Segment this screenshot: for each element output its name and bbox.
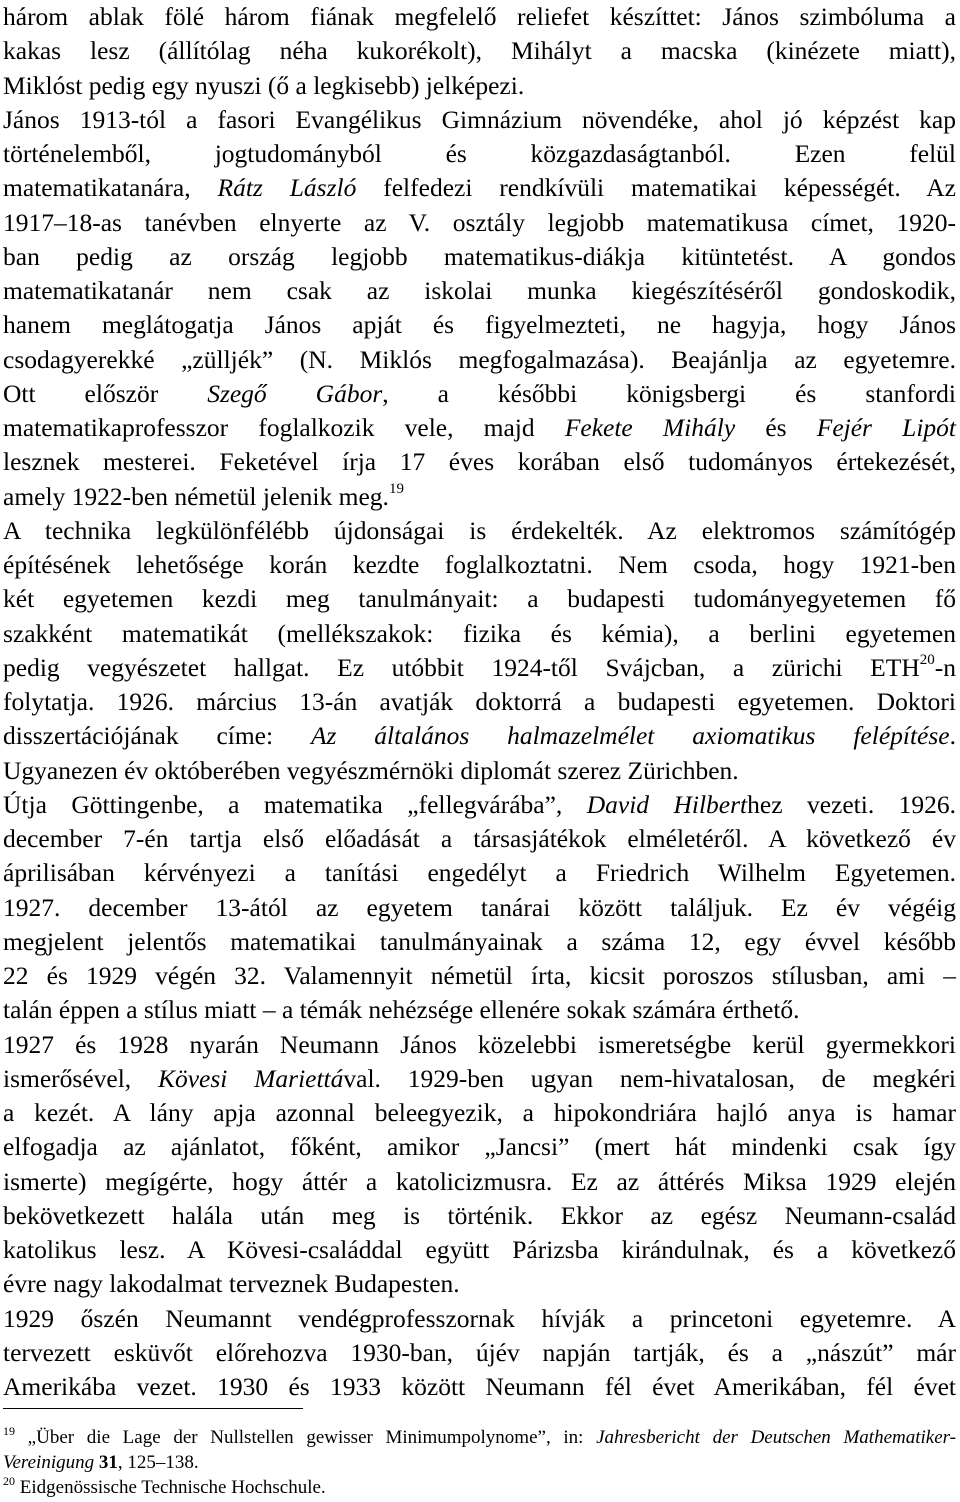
text-segment: december 7-én tartja első előadását a társasjátékok elméletéről. A következő év xyxy=(3,824,956,853)
body-line xyxy=(3,137,956,171)
text-segment: A technika legkülönfélébb újdonságai is érdekelték. Az elektromos számítógép xyxy=(3,515,956,545)
body-line xyxy=(3,103,956,137)
text-segment: David Hilbert xyxy=(586,789,748,819)
text-segment: matematikaprofesszor foglalkozik vele, majd xyxy=(3,413,565,442)
body-line xyxy=(3,480,956,514)
text-segment: hez vezeti. 1926. xyxy=(747,789,956,819)
body-line xyxy=(3,788,956,822)
body-line xyxy=(3,925,956,959)
body-line xyxy=(3,445,956,479)
body-line xyxy=(3,582,956,616)
body-line xyxy=(3,1267,956,1301)
text-segment: Szegő Gábor xyxy=(207,378,383,408)
text-segment: disszertációjának címe: xyxy=(3,721,311,751)
text-segment: -n xyxy=(934,652,956,682)
text-segment: 1927 és 1928 nyarán Neumann János közelebbi ismeretségbe kerül gyermekkori xyxy=(3,1029,956,1059)
text-segment: és xyxy=(735,413,817,442)
body-line xyxy=(3,822,956,856)
text-segment: 31 xyxy=(98,1452,118,1473)
text-segment: ismerte) megígérte, hogy áttér a katolicizmusra. Ez az áttérés Miksa 1929 elején xyxy=(3,1166,956,1196)
body-line xyxy=(3,1062,956,1096)
text-segment: Vereinigung xyxy=(3,1452,95,1473)
body-line xyxy=(3,240,956,274)
text-segment: ismerősével, xyxy=(3,1063,158,1093)
body-line xyxy=(3,719,956,753)
body-line xyxy=(3,1096,956,1130)
text-segment: történelemből, jogtudományból és közgazdaságtanból. Ezen felül xyxy=(3,139,956,168)
body-line xyxy=(3,993,956,1027)
body-line xyxy=(3,959,956,993)
footnote-line xyxy=(3,1450,956,1475)
body-line xyxy=(3,411,956,445)
text-segment: lesznek mesterei. Feketével írja 17 éves korában első tudományos értekezését, xyxy=(3,447,956,477)
text-segment: áprilisában kérvényezi a tanítási engedélyt a Friedrich Wilhelm Egyetemen. xyxy=(3,858,956,888)
body-line xyxy=(3,1130,956,1164)
text-segment: Miklóst pedig egy nyuszi (ő a legkisebb) jelképezi. xyxy=(3,70,525,100)
text-segment: csodagyerekké „zülljék” (N. Miklós megfogalmazása). Beajánlja az egyetemre. xyxy=(3,344,956,374)
text-segment: a kezét. A lány apja azonnal beleegyezik, a hipokondriára hajló anya is hamar xyxy=(3,1098,956,1127)
body-line xyxy=(3,651,956,685)
text-segment: pedig vegyészetet hallgat. Ez utóbbit 1924-től Svájcban, a zürichi ETH xyxy=(3,652,920,682)
text-segment: építésének lehetősége korán kezdte foglalkoztatni. Nem csoda, hogy 1921-ben xyxy=(3,550,956,579)
text-segment: Fejér Lipót xyxy=(816,413,956,442)
body-line xyxy=(3,69,956,103)
body-line xyxy=(3,856,956,890)
text-segment: Az általános halmazelmélet axiomatikus felépítése xyxy=(310,721,950,751)
footnote-separator xyxy=(3,1408,303,1409)
text-segment: felfedezi rendkívüli matematikai képességét. Az xyxy=(356,173,956,203)
text-segment: Ugyanezen év októberében vegyészmérnöki diplomát szerez Zürichben. xyxy=(3,755,739,785)
text-segment: Kövesi Mariettá xyxy=(157,1063,344,1093)
body-line xyxy=(3,1370,956,1404)
text-segment: két egyetemen kezdi meg tanulmányait: a budapesti tudományegyetemen fő xyxy=(3,584,956,614)
text-segment: bekövetkezett halála után meg is történik. Ekkor az egész Neumann-család xyxy=(3,1200,956,1230)
body-line xyxy=(3,548,956,582)
text-segment: katolikus lesz. A Kövesi-családdal együtt Párizsba kirándulnak, és a következő xyxy=(3,1235,956,1264)
text-segment: három ablak fölé három fiának megfelelő reliefet készíttet: János szimbóluma a xyxy=(3,2,956,31)
footnote-marker: 20 xyxy=(3,1473,15,1488)
body-line xyxy=(3,0,956,34)
text-segment: Jahresbericht der Deutschen Mathematiker- xyxy=(596,1427,956,1448)
text-segment: matematikatanára, xyxy=(3,173,218,203)
body-line xyxy=(3,343,956,377)
body-line xyxy=(3,685,956,719)
text-segment: tervezett esküvőt előrehozva 1930-ban, újév napján tartják, és a „nászút” már xyxy=(3,1337,956,1367)
body-line xyxy=(3,1199,956,1233)
text-segment: Eidgenössische Technische Hochschule. xyxy=(15,1477,326,1498)
text-segment: évre nagy lakodalmat terveznek Budapesten. xyxy=(3,1269,460,1299)
body-line xyxy=(3,206,956,240)
text-segment: val. 1929-ben ugyan nem-hivatalosan, de megkéri xyxy=(343,1063,956,1093)
footnote-marker: 19 xyxy=(3,1423,15,1438)
text-segment: „Über die Lage der Nullstellen gewisser Minimumpolynome”, in: xyxy=(15,1427,597,1448)
text-segment: Ott először xyxy=(3,378,208,408)
body-line xyxy=(3,1165,956,1199)
text-segment: 22 és 1929 végén 32. Valamennyit németül írta, kicsit poroszos stílusban, ami – xyxy=(3,961,956,990)
footnote-line xyxy=(3,1475,956,1500)
text-segment: szakként matematikát (mellékszakok: fizika és kémia), a berlini egyetemen xyxy=(3,618,956,648)
text-segment: folytatja. 1926. március 13-án avatják doktorrá a budapesti egyetemen. Doktori xyxy=(3,687,956,716)
body-line xyxy=(3,34,956,68)
body-line xyxy=(3,891,956,925)
body-line xyxy=(3,1028,956,1062)
body-line xyxy=(3,1302,956,1336)
text-segment: talán éppen a stílus miatt – a témák nehézsége ellenére sokak számára érthető. xyxy=(3,995,800,1025)
footnote-marker: 20 xyxy=(919,652,935,669)
text-segment: Útja Göttingenbe, a matematika „fellegvárába”, xyxy=(3,789,587,819)
text-segment: 1929 őszén Neumannt vendégprofesszornak hívják a princetoni egyetemre. A xyxy=(3,1303,956,1333)
text-segment: , a későbbi königsbergi és stanfordi xyxy=(382,378,956,408)
text-segment: , 125–138. xyxy=(117,1452,199,1473)
text-segment: 1927. december 13-ától az egyetem tanárai között találjuk. Ez év végéig xyxy=(3,892,956,922)
body-line xyxy=(3,514,956,548)
text-segment: . xyxy=(949,721,956,751)
body-line xyxy=(3,1233,956,1267)
text-segment: ban pedig az ország legjobb matematikus-diákja kitüntetést. A gondos xyxy=(3,241,956,271)
text-segment: Fekete Mihály xyxy=(564,413,736,442)
body-line xyxy=(3,617,956,651)
text-segment: Amerikába vezet. 1930 és 1933 között Neumann fél évet Amerikában, fél évet xyxy=(3,1372,956,1401)
text-segment: amely 1922-ben németül jelenik meg. xyxy=(3,481,389,511)
body-line xyxy=(3,171,956,205)
footnote-marker: 19 xyxy=(388,481,404,497)
body-line xyxy=(3,308,956,342)
body-line xyxy=(3,377,956,411)
text-segment: megjelent jelentős matematikai tanulmányainak a száma 12, egy évvel később xyxy=(3,926,956,956)
footnote-line xyxy=(3,1425,956,1450)
text-segment: János 1913-tól a fasori Evangélikus Gimnázium növendéke, ahol jó képzést kap xyxy=(3,104,956,134)
text-segment: matematikatanár nem csak az iskolai munka kiegészítéséről gondoskodik, xyxy=(3,276,956,305)
text-segment: hanem meglátogatja János apját és figyelmezteti, ne hagyja, hogy János xyxy=(3,310,956,340)
text-segment: Rátz László xyxy=(217,173,357,203)
body-line xyxy=(3,1336,956,1370)
text-segment: 1917–18-as tanévben elnyerte az V. osztály legjobb matematikusa címet, 1920- xyxy=(3,207,956,237)
body-line xyxy=(3,274,956,308)
body-line xyxy=(3,754,956,788)
text-segment: elfogadja az ajánlatot, főként, amikor „Jancsi” (mert hát mindenki csak így xyxy=(3,1132,956,1162)
text-segment: kakas lesz (állítólag néha kukorékolt), Mihályt a macska (kinézete miatt), xyxy=(3,36,956,66)
